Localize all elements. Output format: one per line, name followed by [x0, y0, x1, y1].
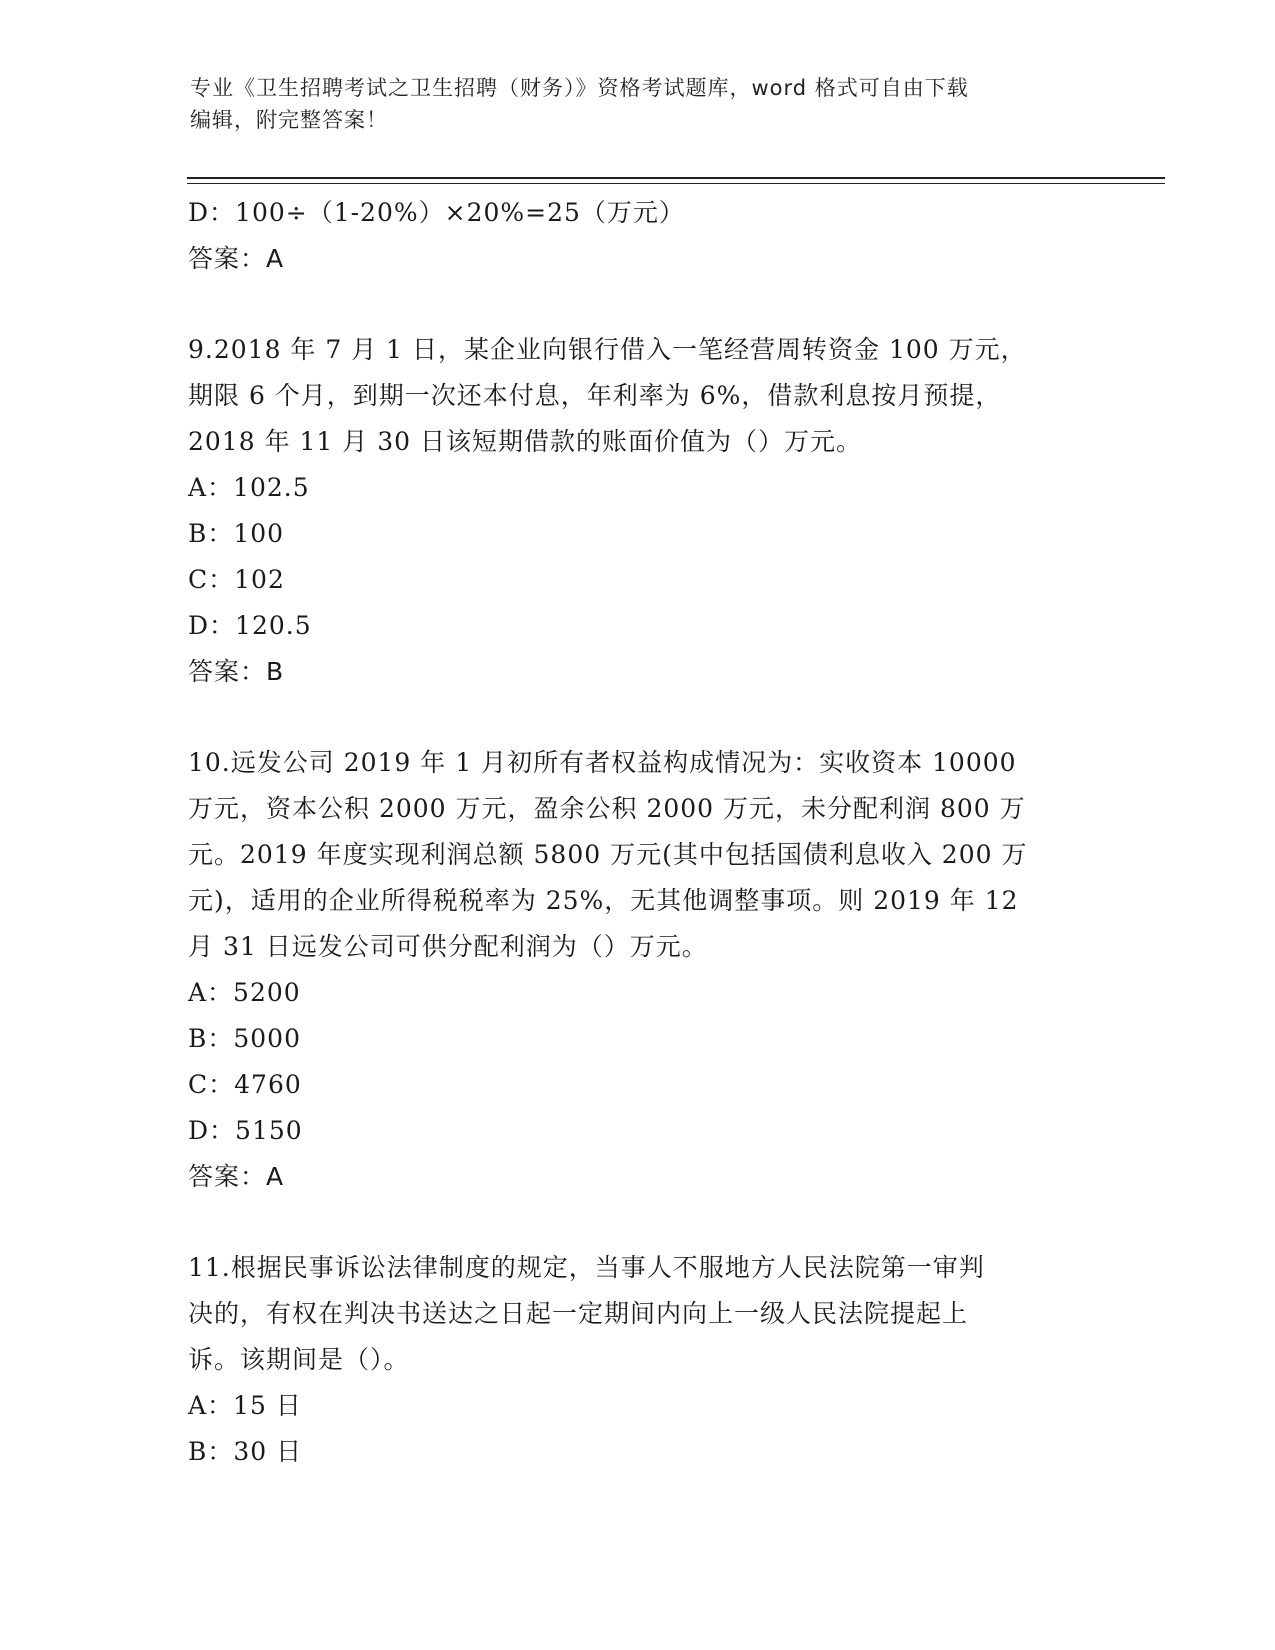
question-text-line: 万元，资本公积 2000 万元，盈余公积 2000 万元，未分配利润 800 万 — [188, 794, 1026, 823]
option-d: D：5150 — [188, 1116, 303, 1145]
question-text-line: 元。2019 年度实现利润总额 5800 万元(其中包括国债利息收入 200 万 — [188, 840, 1028, 869]
question-text-line: 11.根据民事诉讼法律制度的规定，当事人不服地方人民法院第一审判 — [188, 1253, 985, 1282]
answer-line: 答案：B — [188, 657, 285, 686]
question-text-line: 9.2018 年 7 月 1 日，某企业向银行借入一笔经营周转资金 100 万元， — [188, 335, 1027, 364]
previous-question-tail — [188, 190, 1088, 282]
option-b: B：5000 — [188, 1024, 301, 1053]
question-text-line: 元)，适用的企业所得税税率为 25%，无其他调整事项。则 2019 年 12 — [188, 886, 1019, 915]
question-text-line: 诉。该期间是（）。 — [188, 1345, 410, 1374]
header-divider-thin — [187, 183, 1165, 184]
question-text-line: 月 31 日远发公司可供分配利润为（）万元。 — [188, 932, 708, 961]
option-c: C：4760 — [188, 1070, 302, 1099]
header-line-2: 编辑，附完整答案！ — [190, 108, 388, 132]
option-a: A：5200 — [188, 978, 301, 1007]
option-d: D：120.5 — [188, 611, 312, 640]
question-text-line: 决的，有权在判决书送达之日起一定期间内向上一级人民法院提起上 — [188, 1299, 969, 1328]
question-text-line: 期限 6 个月，到期一次还本付息，年利率为 6%，借款利息按月预提， — [188, 381, 1002, 410]
question-9 — [188, 327, 1088, 695]
header-line-1: 专业《卫生招聘考试之卫生招聘（财务）》资格考试题库，word 格式可自由下载 — [190, 76, 969, 100]
question-text-line: 10.远发公司 2019 年 1 月初所有者权益构成情况为：实收资本 10000 — [188, 748, 1017, 777]
question-10 — [188, 740, 1088, 1200]
option-b: B：30 日 — [188, 1437, 303, 1466]
question-11 — [188, 1245, 1088, 1475]
option-a: A：15 日 — [188, 1391, 302, 1420]
question-text-line: 2018 年 11 月 30 日该短期借款的账面价值为（）万元。 — [188, 427, 862, 456]
header-divider-thick — [187, 177, 1165, 179]
option-a: A：102.5 — [188, 473, 310, 502]
document-header — [190, 72, 1090, 136]
answer-line: 答案：A — [188, 244, 285, 273]
option-b: B：100 — [188, 519, 285, 548]
document-body — [188, 190, 1088, 1475]
option-d: D：100÷（1-20%）×20%=25（万元） — [188, 198, 685, 227]
option-c: C：102 — [188, 565, 285, 594]
answer-line: 答案：A — [188, 1162, 285, 1191]
